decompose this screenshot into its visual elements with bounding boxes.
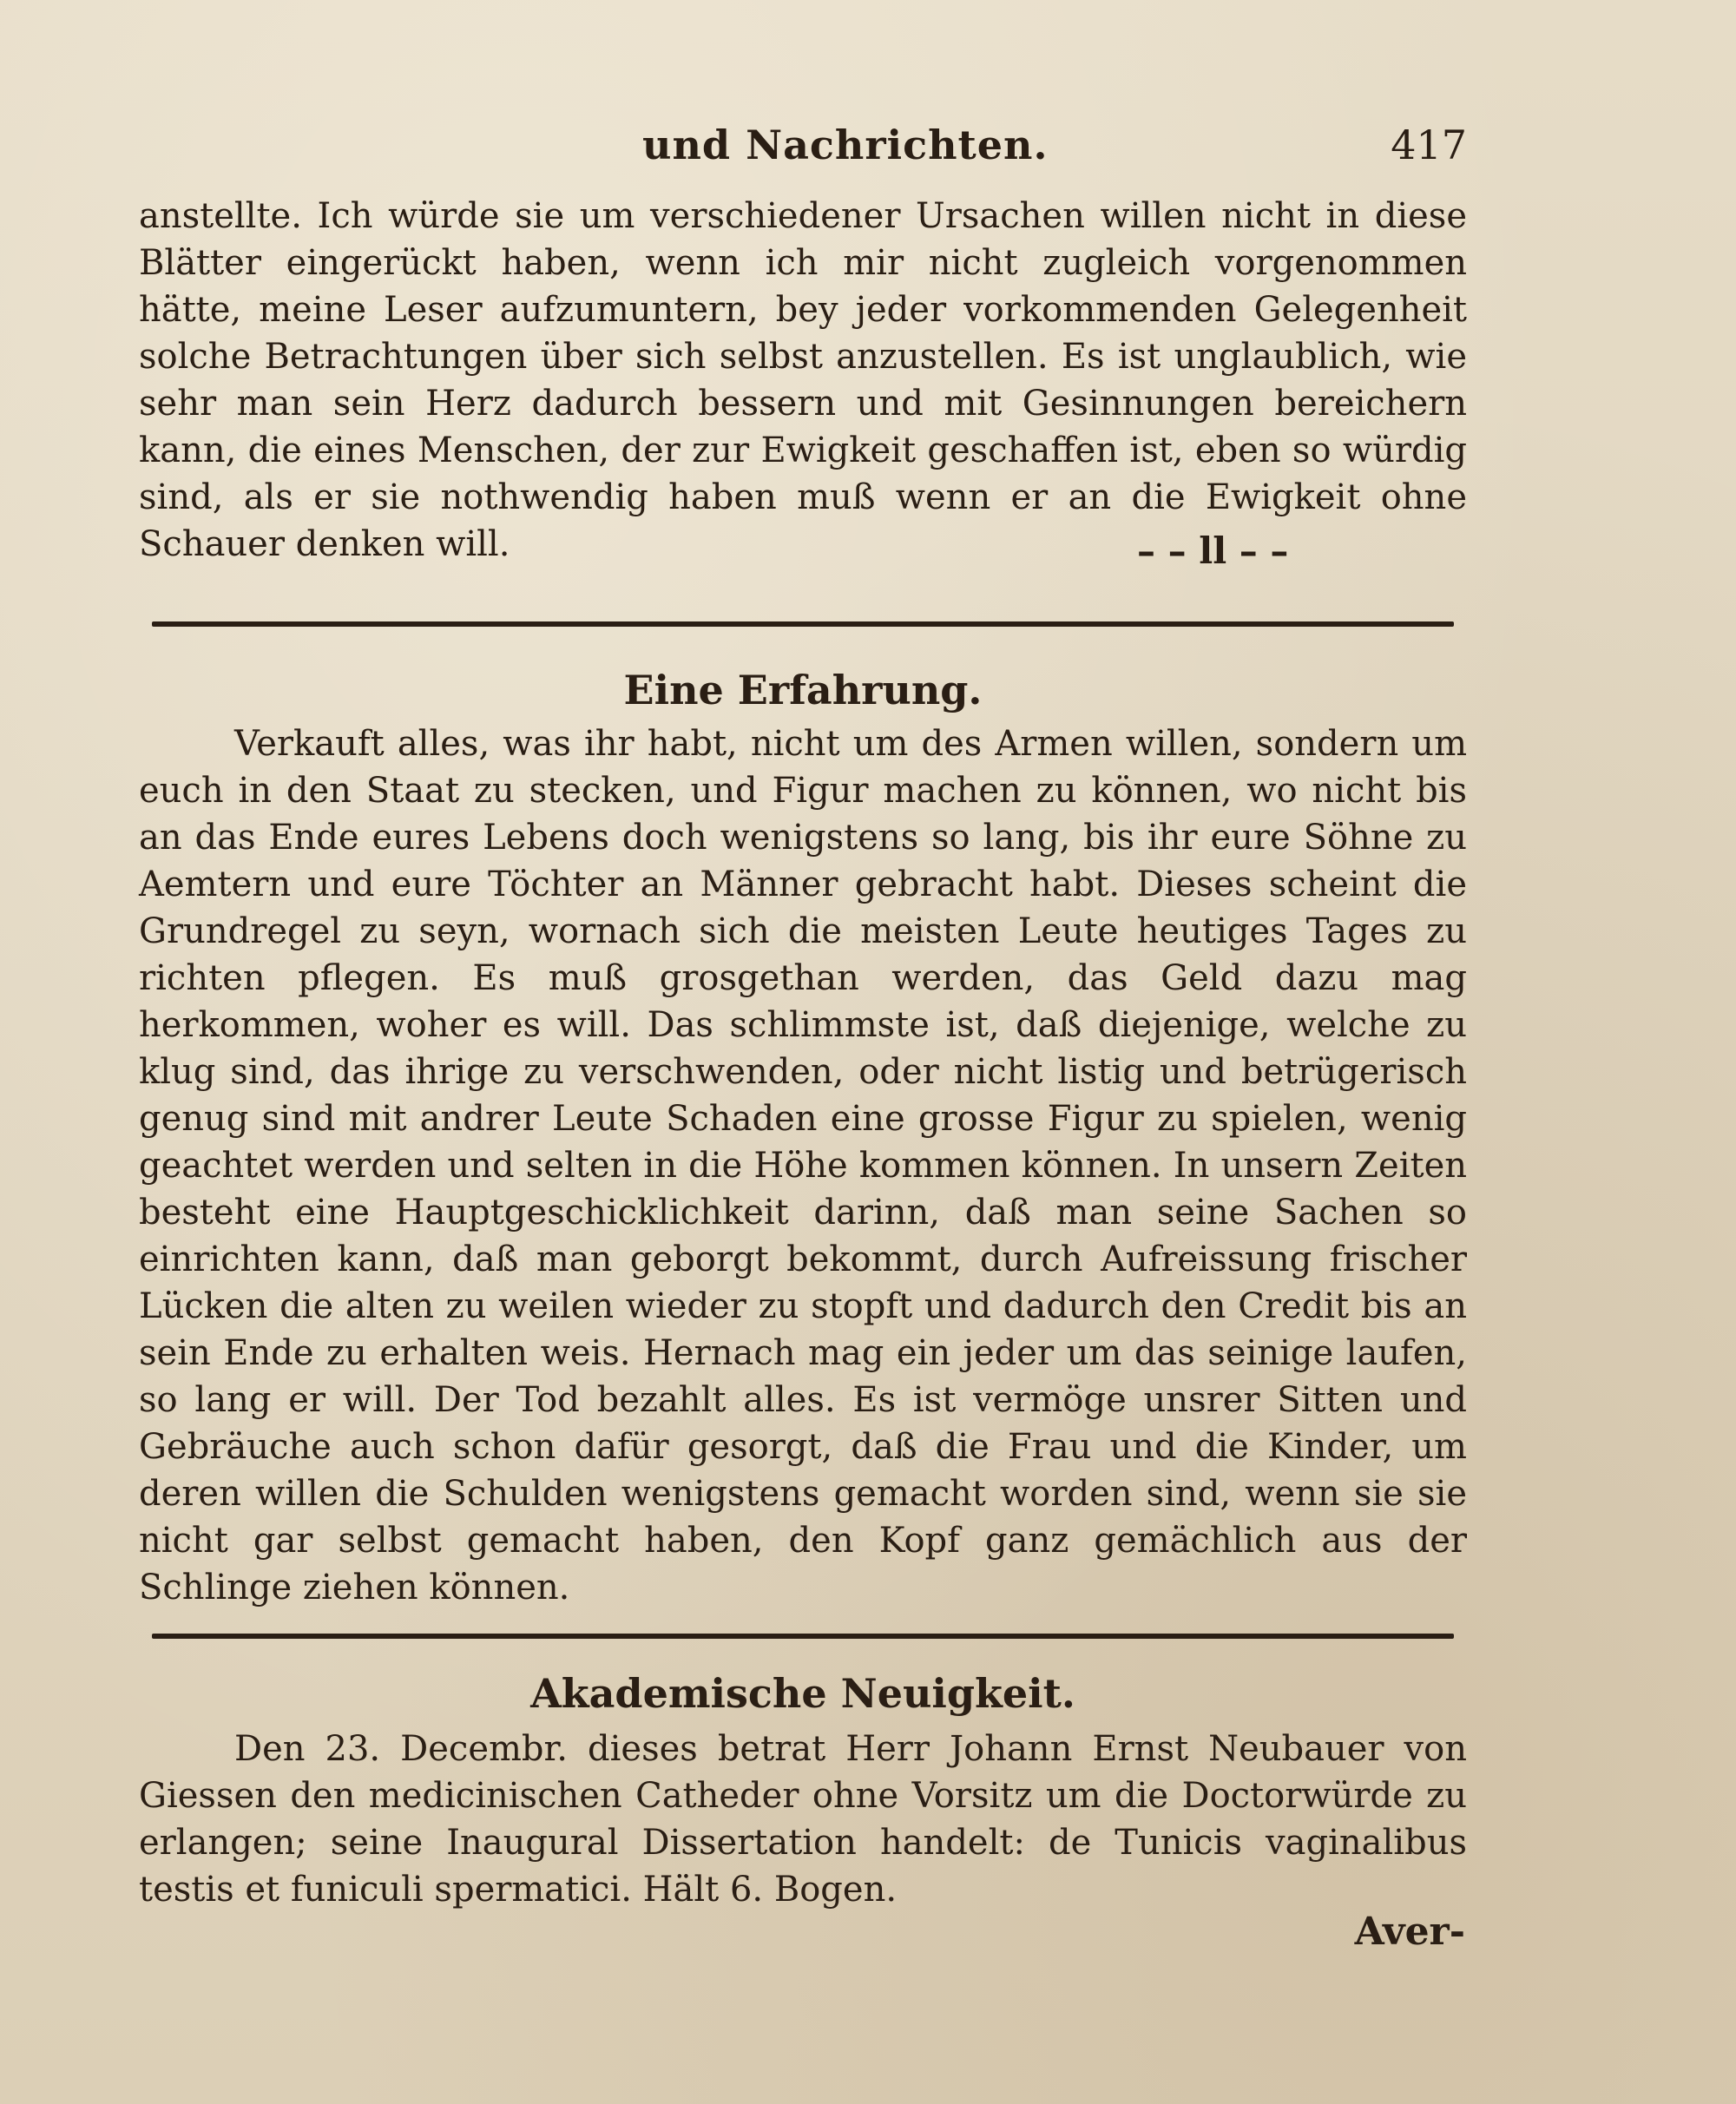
section-divider	[152, 1634, 1454, 1639]
section-divider	[152, 621, 1454, 627]
page-number: 417	[1391, 122, 1467, 168]
running-title: und Nachrichten.	[642, 122, 1049, 168]
paragraph-neuigkeit: Den 23. Decembr. dieses betrat Herr Johann Ernst Neubauer von Giessen den medicinischen Catheder ohne Vorsitz um die Doctorwürde zu erlangen; seine Inaugural Dissertation handelt: de Tunicis vaginalibus testis et funiculi spermatici. Hält 6. Bogen.	[139, 1729, 1467, 1910]
catchword: Aver-	[1354, 1910, 1465, 1954]
section-end-mark: – – ll – –	[1137, 529, 1289, 572]
section-neuigkeit	[139, 1726, 1467, 1913]
paragraph-continuation: anstellte. Ich würde sie um verschiedener Ursachen willen nicht in diese Blätter eingerückt haben, wenn ich mir nicht zugleich vorgenommen hätte, meine Leser aufzumuntern, bey jeder vorkommenden Gelegenheit solche Betrachtungen über sich selbst anzustellen. Es ist unglaublich, wie sehr man sein Herz dadurch bessern und mit Gesinnungen bereichern kann, die eines Menschen, der zur Ewigkeit geschaffen ist, eben so würdig sind, als er sie nothwendig haben muß wenn er an die Ewigkeit ohne Schauer denken will.	[139, 196, 1467, 564]
paragraph-erfahrung: Verkauft alles, was ihr habt, nicht um des Armen willen, sondern um euch in den Staat zu stecken, und Figur machen zu können, wo nicht bis an das Ende eures Lebens doch wenigstens so lang, bis ihr eure Söhne zu Aemtern und eure Töchter an Männer gebracht habt. Dieses scheint die Grundregel zu seyn, wornach sich die meisten Leute heutiges Tages zu richten pflegen. Es muß grosgethan werden, das Geld dazu mag herkommen, woher es will. Das schlimmste ist, daß diejenige, welche zu klug sind, das ihrige zu verschwenden, oder nicht listig und betrügerisch genug sind mit andrer Leute Schaden eine grosse Figur zu spielen, wenig geachtet werden und selten in die Höhe kommen können. In unsern Zeiten besteht eine Hauptgeschicklichkeit darinn, daß man seine Sachen so einrichten kann, daß man geborgt bekommt, durch Aufreissung frischer Lücken die alten zu weilen wieder zu stopft und dadurch den Credit bis an sein Ende zu erhalten weis. Hernach mag ein jeder um das seinige laufen, so lang er will. Der Tod bezahlt alles. Es ist vermöge unsrer Sitten und Gebräuche auch schon dafür gesorgt, daß die Frau und die Kinder, um deren willen die Schulden wenigstens gemacht worden sind, wenn sie sie nicht gar selbst gemacht haben, den Kopf ganz gemächlich aus der Schlinge ziehen können.	[139, 724, 1467, 1608]
section-heading-neuigkeit: Akademische Neuigkeit.	[530, 1670, 1075, 1717]
section-continuation	[139, 193, 1467, 568]
page-header	[139, 122, 1467, 182]
section-erfahrung	[139, 720, 1467, 1611]
section-heading-erfahrung: Eine Erfahrung.	[623, 667, 983, 713]
